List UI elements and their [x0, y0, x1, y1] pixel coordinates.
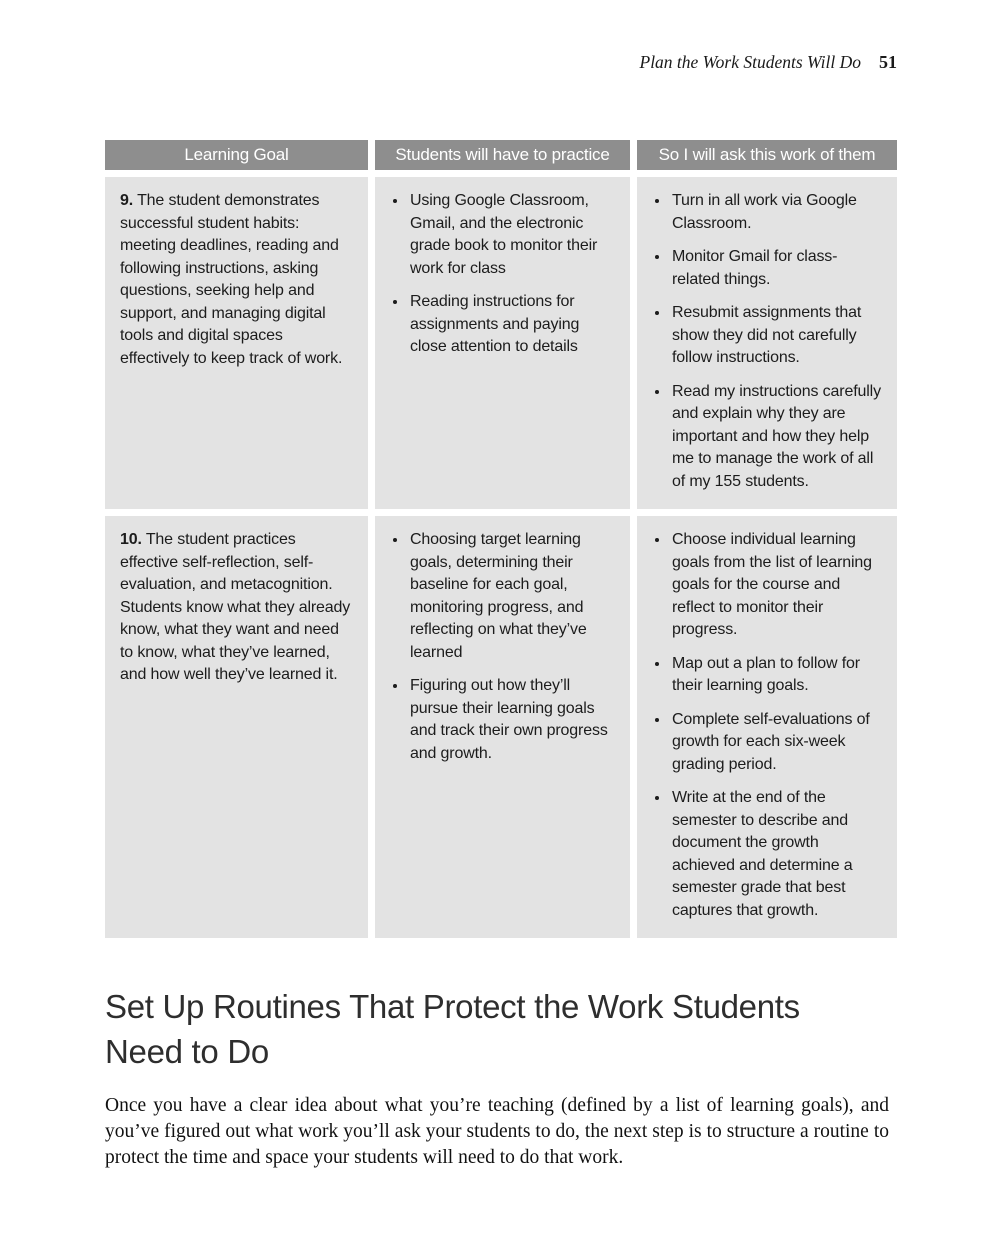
list-item: • Resubmit assignments that show they did not carefully follow instructions. — [670, 302, 885, 370]
cell-work-9 — [637, 177, 897, 509]
practice-10-list — [392, 529, 618, 765]
goal-10-description: The student practices effective self-reflection, self-evaluation, and metacognition. Students know what they already know, what they want and need to know, what they’ve learned, and how well they’ve learned it. — [120, 531, 351, 683]
running-head-title: Plan the Work Students Will Do — [639, 52, 861, 72]
running-head — [105, 52, 897, 74]
list-item: • Turn in all work via Google Classroom. — [670, 190, 885, 235]
column-header-learning-goal: Learning Goal — [105, 140, 368, 170]
cell-goal-10 — [105, 516, 368, 938]
column-header-practice: Students will have to practice — [375, 140, 630, 170]
goal-9-text — [120, 190, 356, 370]
list-item: • Figuring out how they’ll pursue their learning goals and track their own progress and growth. — [408, 675, 618, 765]
list-item: • Map out a plan to follow for their learning goals. — [670, 653, 885, 698]
goal-10-text — [120, 529, 356, 687]
column-header-work: So I will ask this work of them — [637, 140, 897, 170]
list-item: • Write at the end of the semester to describe and document the growth achieved and determine a semester grade that best captures that growth. — [670, 787, 885, 922]
page-number: 51 — [879, 52, 897, 72]
cell-work-10 — [637, 516, 897, 938]
list-item: • Reading instructions for assignments and paying close attention to details — [408, 291, 618, 359]
list-item: • Monitor Gmail for class-related things. — [670, 246, 885, 291]
learning-goals-table — [105, 140, 897, 938]
list-item: • Choose individual learning goals from the list of learning goals for the course and reflect to monitor their progress. — [670, 529, 885, 642]
page-content — [105, 0, 897, 1171]
section-heading: Set Up Routines That Protect the Work Students Need to Do — [105, 988, 800, 1070]
list-item: • Using Google Classroom, Gmail, and the electronic grade book to monitor their work for class — [408, 190, 618, 280]
cell-practice-10 — [375, 516, 630, 938]
goal-9-description: The student demonstrates successful student habits: meeting deadlines, reading and following instructions, asking questions, seeking help and support, and managing digital tools and digital spaces effectively to keep track of work. — [120, 192, 343, 367]
list-item: • Choosing target learning goals, determining their baseline for each goal, monitoring progress, and reflecting on what they’ve learned — [408, 529, 618, 664]
list-item: • Complete self-evaluations of growth for each six-week grading period. — [670, 709, 885, 777]
cell-practice-9 — [375, 177, 630, 509]
goal-9-number: 9. — [120, 192, 134, 209]
practice-9-list — [392, 190, 618, 359]
cell-goal-9 — [105, 177, 368, 509]
body-paragraph: Once you have a clear idea about what you’re teaching (defined by a list of learning goals), and you’ve figured out what work you’ll ask your students to do, the next step is to structure a routine to protect the time and space your students will need to do that work. — [105, 1095, 889, 1168]
work-10-list — [654, 529, 885, 922]
list-item: • Read my instructions carefully and explain why they are important and how they help me to manage the work of all of my 155 students. — [670, 381, 885, 494]
goal-10-number: 10. — [120, 531, 142, 548]
work-9-list — [654, 190, 885, 493]
